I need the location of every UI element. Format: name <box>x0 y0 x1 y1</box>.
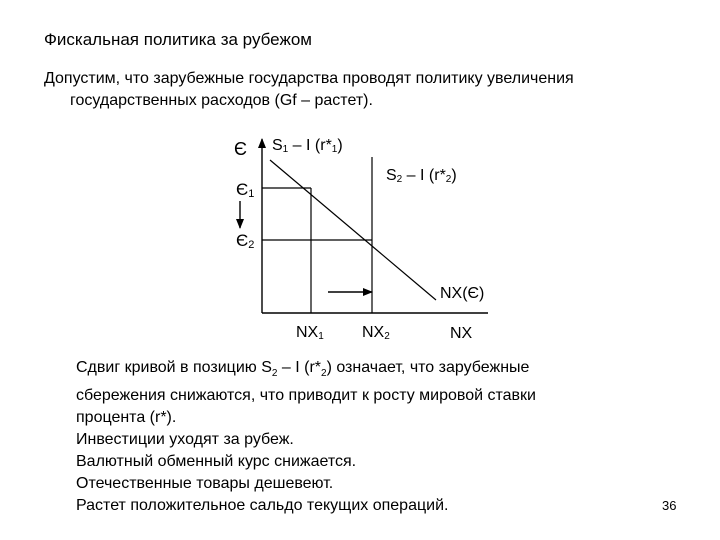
s1-label: S1 – I (r*1) <box>272 137 343 155</box>
nx1-label: NX1 <box>296 324 324 342</box>
e2-label: Є2 <box>236 231 255 251</box>
intro-line-2: государственных расходов (Gf – растет). <box>70 92 373 109</box>
slide-title: Фискальная политика за рубежом <box>44 30 312 49</box>
x-axis-label: NX <box>450 325 473 342</box>
explanation-line-1: Сдвиг кривой в позицию $S_2$ – I $(r*_2)$ означает, что зарубежные <box>76 359 530 380</box>
intro-line-1: Допустим, что зарубежные государства проводят политику увеличения <box>44 70 574 87</box>
explanation-line-3: процента (r*). <box>76 409 177 427</box>
explanation-line-5: Валютный обменный курс снижается. <box>76 453 357 471</box>
y-axis-label: Є <box>234 139 247 159</box>
page-number: 36 <box>662 498 677 513</box>
explanation-line-2: сбережения снижаются, что приводит к росту мировой ставки <box>76 387 536 405</box>
e1-label: Є1 <box>236 180 255 200</box>
explanation-line-4: Инвестиции уходят за рубеж. <box>76 431 294 449</box>
explanation-line-6: Отечественные товары дешевеют. <box>76 475 334 493</box>
explanation-line-7: Растет положительное сальдо текущих операций. <box>76 497 449 515</box>
explanation-text <box>76 357 636 517</box>
s2-label: S2 – I (r*2) <box>386 167 457 185</box>
nx2-label: NX2 <box>362 324 390 342</box>
nx-curve-label: NX(Є) <box>440 285 485 302</box>
